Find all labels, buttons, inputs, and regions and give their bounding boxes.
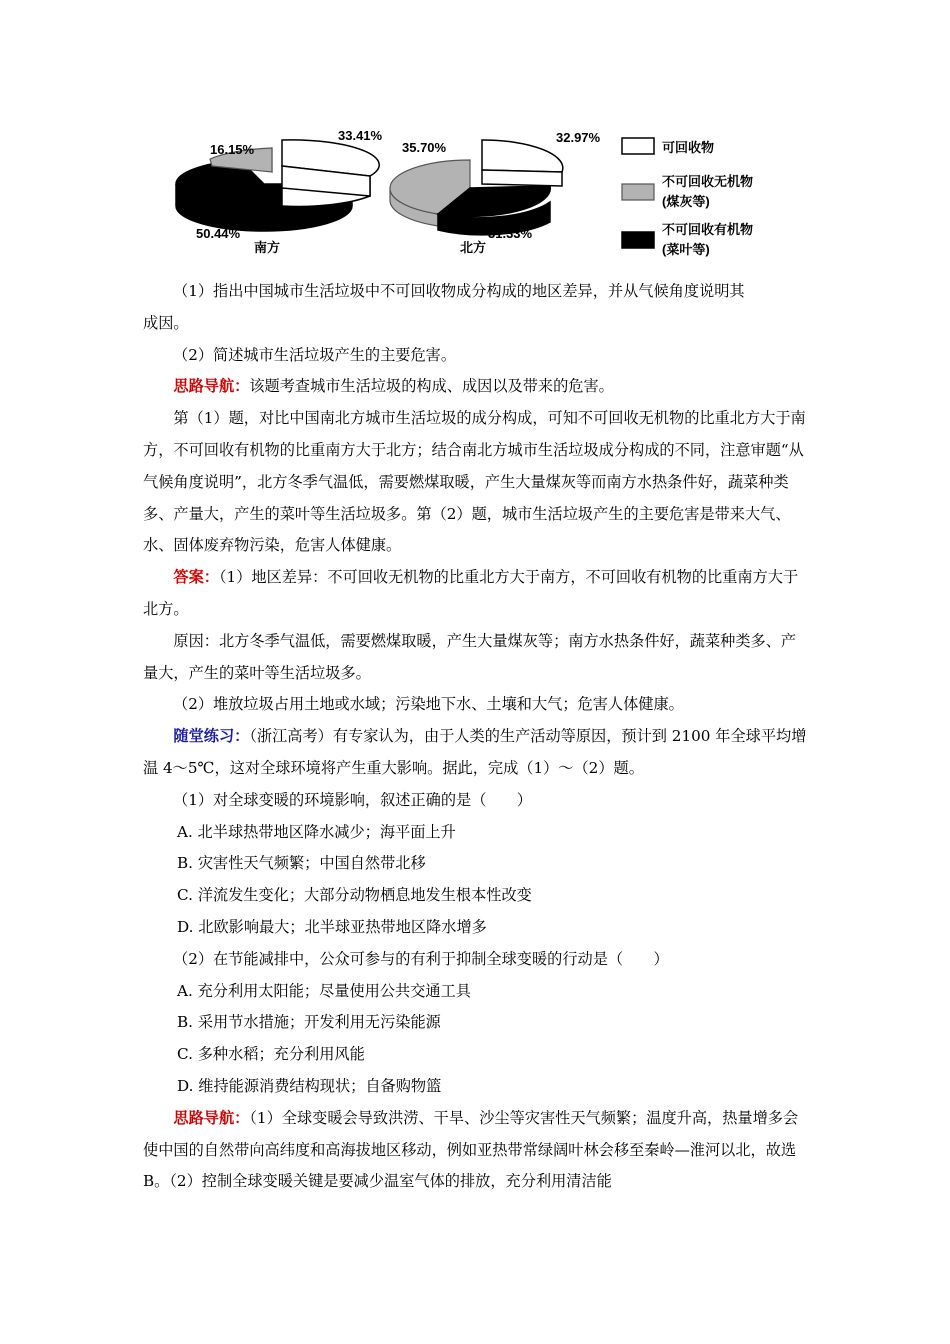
pie-south-label-inorganic: 16.15% xyxy=(210,142,255,157)
pie-north-label-inorganic: 35.70% xyxy=(402,140,447,155)
document-body xyxy=(143,276,810,1198)
pie-charts-svg xyxy=(170,126,810,266)
practice-question-2: （2）在节能减排中，公众可参与的有利于抑制全球变暖的行动是（ ） xyxy=(173,949,669,968)
practice-q1-option-c: C. 洋流发生变化；大部分动物栖息地发生根本性改变 xyxy=(177,886,532,905)
practice-label: 随堂练习： xyxy=(173,727,250,746)
legend-swatch-recyclable xyxy=(622,138,654,154)
practice-q1-option-a: A. 北半球热带地区降水减少；海平面上升 xyxy=(177,822,456,841)
garbage-composition-figure xyxy=(170,126,810,266)
practice-q2-option-c: C. 多种水稻；充分利用风能 xyxy=(177,1045,365,1064)
answer-text: （1）地区差异：不可回收无机物的比重北方大于南方，不可回收有机物的比重南方大于北方。 xyxy=(143,568,799,618)
practice-q2-option-a: A. 充分利用太阳能；尽量使用公共交通工具 xyxy=(177,981,471,1000)
pie-south-name: 南方 xyxy=(254,240,281,255)
answer-label: 答案： xyxy=(173,568,219,587)
guide-2-label: 思路导航： xyxy=(173,1108,250,1127)
guide-1-label: 思路导航： xyxy=(173,377,250,396)
legend-label-recyclable: 可回收物 xyxy=(662,140,715,155)
guide-2 xyxy=(143,1103,810,1198)
practice-text: （浙江高考）有专家认为，由于人类的生产活动等原因，预计到 2100 年全球平均增温 4～5℃，这对全球环境将产生重大影响。据此，完成（1）～（2）题。 xyxy=(143,727,807,777)
practice-q1-option-b: B. 灾害性天气频繁；中国自然带北移 xyxy=(177,854,426,873)
legend-swatch-inorganic xyxy=(622,184,654,200)
practice-q1-option-d: D. 北欧影响最大；北半球亚热带地区降水增多 xyxy=(177,917,487,936)
pie-north-name: 北方 xyxy=(460,240,487,255)
pie-south-label-recyclable: 33.41% xyxy=(338,128,383,143)
legend xyxy=(622,138,753,257)
guide-1-text: 该题考查城市生活垃圾的构成、成因以及带来的危害。 xyxy=(249,377,614,396)
legend-label-organic-1: 不可回收有机物 xyxy=(662,222,754,237)
practice-q2-option-b: B. 采用节水措施；开发利用无污染能源 xyxy=(177,1013,441,1032)
legend-swatch-organic xyxy=(622,232,654,248)
practice-q2-option-d: D. 维持能源消费结构现状；自备购物篮 xyxy=(177,1076,442,1095)
guide-1 xyxy=(143,371,810,403)
legend-label-inorganic-2: (煤灰等) xyxy=(662,194,710,209)
question-2: （2）简述城市生活垃圾产生的主要危害。 xyxy=(173,345,457,364)
pie-north-label-recyclable: 32.97% xyxy=(556,130,601,145)
guide-1-paragraph: 第（1）题，对比中国南北方城市生活垃圾的成分构成，可知不可回收无机物的比重北方大于南方，不可回收有机物的比重南方大于北方；结合南北方城市生活垃圾成分构成的不同，注意审题“从气候角度说明”，北方冬季气温低，需要燃煤取暖，产生大量煤灰等而南方水热条件好，蔬菜种类多、产量大，产生的菜叶等生活垃圾多。第（2）题，城市生活垃圾产生的主要危害是带来大气、水、固体废弃物污染，危害人体健康。 xyxy=(143,409,806,555)
practice xyxy=(143,721,810,785)
pie-south xyxy=(176,140,379,231)
pie-north-recyclable-slice xyxy=(482,140,563,172)
question-1-line1: （1）指出中国城市生活垃圾中不可回收物成分构成的地区差异，并从气候角度说明其 xyxy=(173,282,745,300)
answer-reason: 原因：北方冬季气温低，需要燃煤取暖，产生大量煤灰等；南方水热条件好，蔬菜种类多、产量大，产生的菜叶等生活垃圾多。 xyxy=(143,631,797,682)
legend-label-inorganic-1: 不可回收无机物 xyxy=(662,174,754,189)
guide-2-text: （1）全球变暖会导致洪涝、干旱、沙尘等灾害性天气频繁；温度升高，热量增多会使中国的自然带向高纬度和高海拔地区移动，例如亚热带常绿阔叶林会移至秦岭—淮河以北，故选 B。（2）控制全球变暖关键是要减少温室气体的排放，充分利用清洁能 xyxy=(143,1108,799,1191)
question-1-line2: 成因。 xyxy=(143,313,189,332)
answer-2: （2）堆放垃圾占用土地或水域；污染地下水、土壤和大气；危害人体健康。 xyxy=(173,695,684,714)
answer xyxy=(143,562,810,626)
legend-label-organic-2: (菜叶等) xyxy=(662,242,710,257)
pie-north-recyclable-front xyxy=(482,170,562,186)
pie-north-label-organic: 31.33% xyxy=(488,226,533,241)
practice-question-1: （1）对全球变暖的环境影响，叙述正确的是（ ） xyxy=(173,790,532,809)
pie-south-label-organic: 50.44% xyxy=(196,226,241,241)
